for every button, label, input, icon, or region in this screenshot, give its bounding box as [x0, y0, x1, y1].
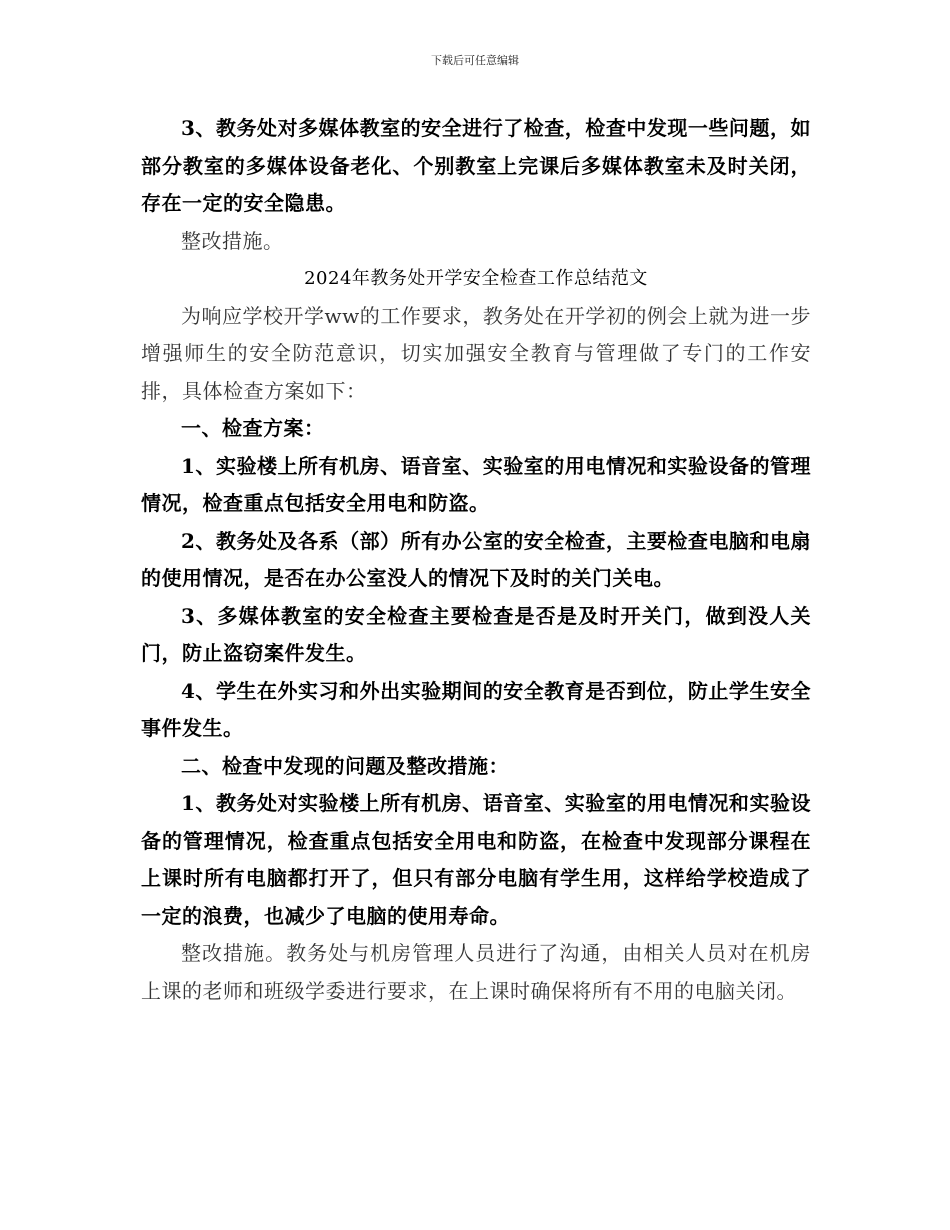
paragraph-multimedia-inspection: 3、教务处对多媒体教室的安全进行了检查，检查中发现一些问题，如部分教室的多媒体设备老化、个别教室上完课后多媒体教室未及时关闭，存在一定的安全隐患。: [141, 116, 811, 215]
issue-item-1: 1、教务处对实验楼上所有机房、语音室、实验室的用电情况和实验设备的管理情况，检查重点包括安全用电和防盗，在检查中发现部分课程在上课时所有电脑都打开了，但只有部分电脑有学生用，这样给学校造成了一定的浪费，也减少了电脑的使用寿命。: [141, 791, 811, 928]
page-header: 下载后可任意编辑: [431, 54, 519, 67]
paragraph-intro: 为响应学校开学ww的工作要求，教务处在开学初的例会上就为进一步增强师生的安全防范意识，切实加强安全教育与管理做了专门的工作安排，具体检查方案如下：: [141, 303, 811, 403]
section-heading-plan: 一、检查方案：: [181, 416, 325, 440]
plan-item-1: 1、实验楼上所有机房、语音室、实验室的用电情况和实验设备的管理情况，检查重点包括安全用电和防盗。: [141, 453, 811, 515]
document-title: 2024年教务处开学安全检查工作总结范文: [304, 268, 648, 289]
paragraph-rectification-heading: 整改措施。: [181, 228, 284, 253]
plan-item-4: 4、学生在外实习和外出实验期间的安全教育是否到位，防止学生安全事件发生。: [141, 678, 811, 740]
section-heading-issues: 二、检查中发现的问题及整改措施：: [181, 753, 509, 778]
plan-item-2: 2、教务处及各系（部）所有办公室的安全检查，主要检查电脑和电扇的使用情况，是否在办公室没人的情况下及时的关门关电。: [141, 528, 811, 590]
paragraph-rectification-measures: 整改措施。教务处与机房管理人员进行了沟通，由相关人员对在机房上课的老师和班级学委进行要求，在上课时确保将所有不用的电脑关闭。: [141, 941, 811, 1003]
plan-item-3: 3、多媒体教室的安全检查主要检查是否是及时开关门，做到没人关门，防止盗窃案件发生。: [141, 603, 811, 665]
document-body: [141, 110, 811, 1010]
